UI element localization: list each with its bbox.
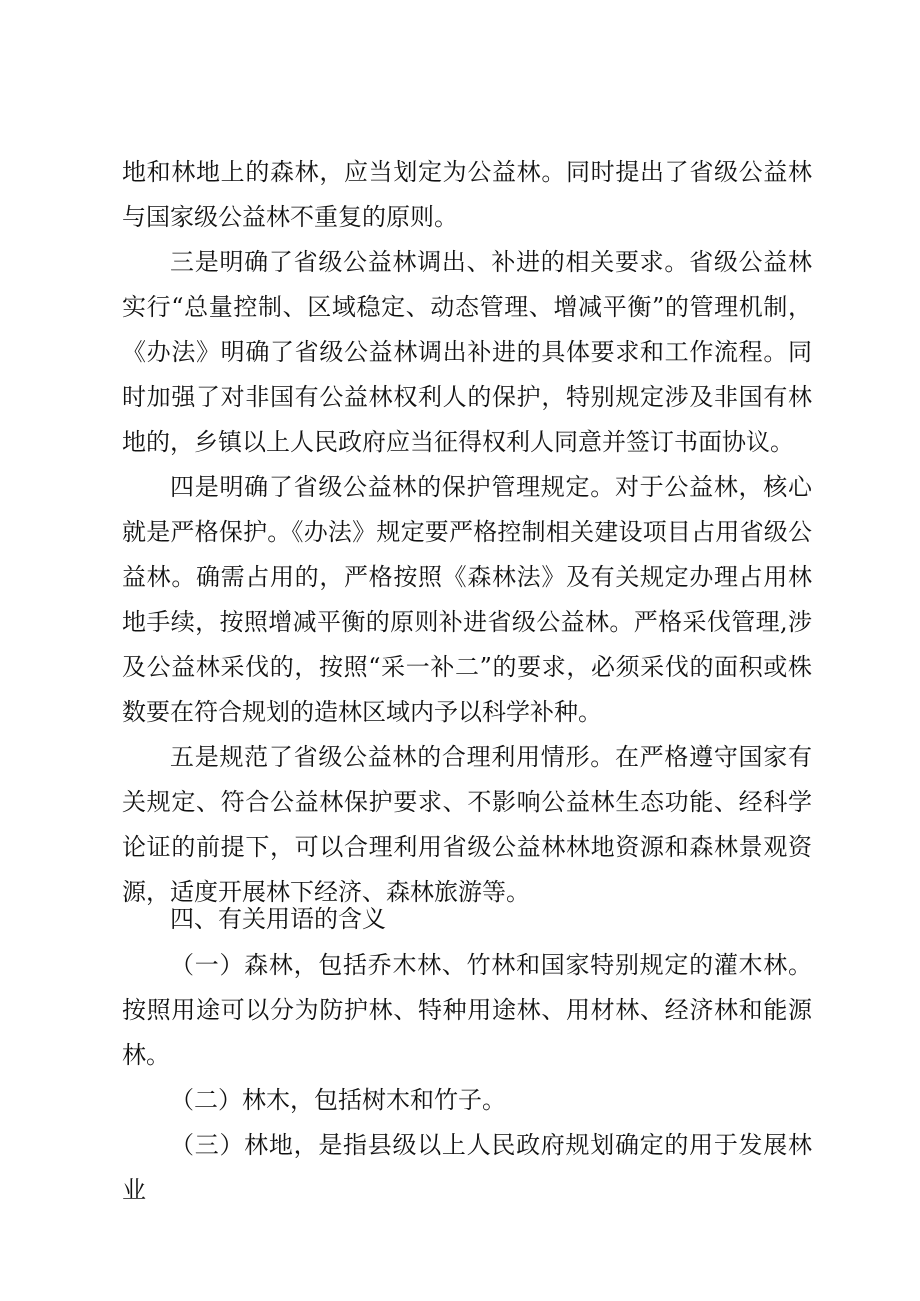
paragraph-point-three: 三是明确了省级公益林调出、补进的相关要求。省级公益林实行“总量控制、区域稳定、动态管理、增减平衡”的管理机制，《办法》明确了省级公益林调出补进的具体要求和工作流程。同时加强了对非国有公益林权利人的保护，特别规定涉及非国有林地的，乡镇以上人民政府应当征得权利人同意并签订书面协议。 [122, 248, 812, 456]
paragraph-continuation: 地和林地上的森林，应当划定为公益林。同时提出了省级公益林与国家级公益林不重复的原则。 [122, 158, 812, 231]
body-text-upper [122, 150, 812, 915]
section-heading: 四、有关用语的含义 [170, 905, 386, 933]
definition-forest: （一）森林，包括乔木林、竹林和国家特别规定的灌木林。按照用途可以分为防护林、特种用途林、用材林、经济林和能源林。 [122, 951, 812, 1069]
paragraph-point-four: 四是明确了省级公益林的保护管理规定。对于公益林，核心就是严格保护。《办法》规定要严格控制相关建设项目占用省级公益林。确需占用的，严格按照《森林法》及有关规定办理占用林地手续，按照增减平衡的原则补进省级公益林。严格采伐管理,涉及公益林采伐的，按照“采一补二”的要求，必须采伐的面积或株数要在符合规划的造林区域内予以科学补种。 [122, 473, 812, 726]
paragraph-point-five: 五是规范了省级公益林的合理利用情形。在严格遵守国家有关规定、符合公益林保护要求、不影响公益林生态功能、经科学论证的前提下，可以合理利用省级公益林林地资源和森林景观资源，适度开展林下经济、森林旅游等。 [122, 743, 812, 906]
definition-trees: （二）林木，包括树木和竹子。 [170, 1086, 506, 1114]
definition-forest-land: （三）林地，是指县级以上人民政府规划确定的用于发展林业 [122, 1131, 812, 1204]
body-text-definitions [122, 943, 812, 1213]
